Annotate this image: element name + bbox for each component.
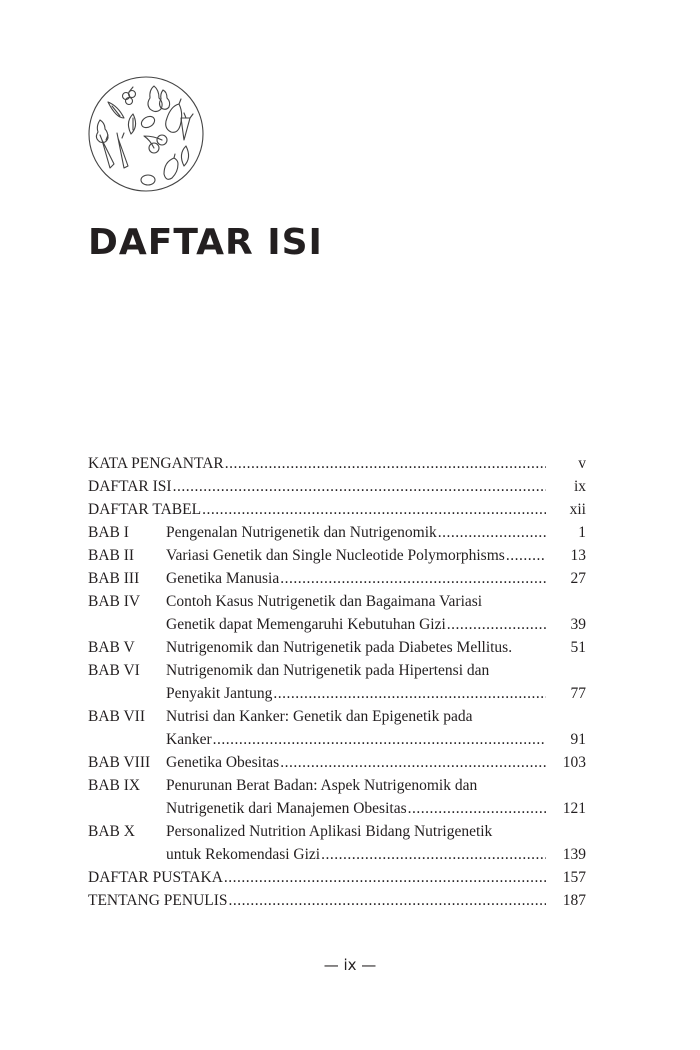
chapter-title-line-1: Personalized Nutrition Aplikasi Bidang Nutrigenetik bbox=[166, 823, 493, 840]
chapter-number: BAB IX bbox=[88, 777, 141, 794]
leader-dots bbox=[229, 889, 546, 912]
toc-entry-daftar-pustaka[interactable] bbox=[88, 866, 586, 889]
chapter-title-line-2: Genetik dapat Memengaruhi Kebutuhan Gizi bbox=[166, 616, 446, 633]
toc-entry-bab-10[interactable] bbox=[88, 820, 586, 866]
leader-dots bbox=[225, 452, 546, 475]
chapter-title-line-1: Nutrigenomik dan Nutrigenetik pada Hipertensi dan bbox=[166, 662, 490, 679]
leader-dots bbox=[408, 797, 546, 820]
chapter-number: BAB I bbox=[88, 524, 129, 541]
chapter-title: Genetika Manusia bbox=[166, 570, 280, 587]
toc-entry-kata-pengantar[interactable] bbox=[88, 452, 586, 475]
leader-dots bbox=[447, 613, 546, 636]
toc-entry-daftar-tabel[interactable] bbox=[88, 498, 586, 521]
toc-page-number: 187 bbox=[562, 892, 586, 909]
chapter-title-line-2: Penyakit Jantung bbox=[166, 685, 273, 702]
toc-page-number: 157 bbox=[562, 869, 586, 886]
chapter-number: BAB IV bbox=[88, 593, 141, 610]
chapter-title-line-1: Contoh Kasus Nutrigenetik dan Bagaimana Variasi bbox=[166, 593, 483, 610]
toc-entry-bab-1[interactable] bbox=[88, 521, 586, 544]
chapter-title-line-2: untuk Rekomendasi Gizi bbox=[166, 846, 321, 863]
toc-entry-tentang-penulis[interactable] bbox=[88, 889, 586, 912]
toc-page-number: 13 bbox=[570, 547, 586, 564]
leader-dots bbox=[224, 866, 546, 889]
leader-dots bbox=[273, 682, 546, 705]
toc-entry-bab-9[interactable] bbox=[88, 774, 586, 820]
chapter-title: Pengenalan Nutrigenetik dan Nutrigenomik bbox=[166, 524, 437, 541]
chapter-number: BAB V bbox=[88, 639, 135, 656]
toc-page-number: 51 bbox=[570, 639, 586, 656]
toc-page-number: 103 bbox=[562, 754, 586, 771]
toc-entry-bab-5[interactable] bbox=[88, 636, 586, 659]
toc-page-number: 121 bbox=[562, 800, 586, 817]
chapter-number: BAB II bbox=[88, 547, 135, 564]
leader-dots bbox=[213, 728, 546, 751]
page-title: DAFTAR ISI bbox=[88, 222, 323, 263]
leader-dots bbox=[173, 475, 546, 498]
chapter-title-line-2: Nutrigenetik dari Manajemen Obesitas bbox=[166, 800, 407, 817]
toc-entry-bab-7[interactable] bbox=[88, 705, 586, 751]
toc-entry-label: DAFTAR TABEL bbox=[88, 501, 202, 518]
chapter-title-line-1: Nutrisi dan Kanker: Genetik dan Epigenetik pada bbox=[166, 708, 473, 725]
leader-dots bbox=[506, 544, 546, 567]
toc-page-number: 91 bbox=[570, 731, 586, 748]
chapter-number: BAB X bbox=[88, 823, 135, 840]
toc-entry-label: TENTANG PENULIS bbox=[88, 892, 228, 909]
toc-entry-bab-8[interactable] bbox=[88, 751, 586, 774]
toc-entry-label: DAFTAR PUSTAKA bbox=[88, 869, 223, 886]
chapter-number: BAB III bbox=[88, 570, 140, 587]
toc-page-number: 1 bbox=[578, 524, 586, 541]
toc-entry-label: DAFTAR ISI bbox=[88, 478, 172, 495]
toc-entry-bab-2[interactable] bbox=[88, 544, 586, 567]
toc-page-number: 77 bbox=[570, 685, 586, 702]
vegetables-fruits-circle-icon bbox=[86, 74, 206, 194]
chapter-number: BAB VIII bbox=[88, 754, 151, 771]
leader-dots bbox=[321, 843, 546, 866]
chapter-number: BAB VI bbox=[88, 662, 140, 679]
leader-dots bbox=[202, 498, 546, 521]
toc-page-number: xii bbox=[569, 501, 586, 518]
chapter-number: BAB VII bbox=[88, 708, 145, 725]
chapter-title-line-1: Penurunan Berat Badan: Aspek Nutrigenomik dan bbox=[166, 777, 478, 794]
toc-page-number: v bbox=[578, 455, 586, 472]
toc-page-number: 39 bbox=[570, 616, 586, 633]
chapter-title: Genetika Obesitas bbox=[166, 754, 280, 771]
table-of-contents bbox=[88, 452, 586, 912]
leader-dots bbox=[280, 567, 546, 590]
toc-entry-bab-6[interactable] bbox=[88, 659, 586, 705]
leader-dots bbox=[438, 521, 546, 544]
toc-entry-label: KATA PENGANTAR bbox=[88, 455, 224, 472]
leader-dots bbox=[280, 751, 546, 774]
toc-page-number: 139 bbox=[562, 846, 586, 863]
page-number-footer: — ix — bbox=[323, 956, 377, 974]
toc-page-number: 27 bbox=[570, 570, 586, 587]
toc-entry-bab-3[interactable] bbox=[88, 567, 586, 590]
toc-page-number: ix bbox=[573, 478, 586, 495]
chapter-title-line-2: Kanker bbox=[166, 731, 212, 748]
toc-entry-daftar-isi[interactable] bbox=[88, 475, 586, 498]
chapter-title: Variasi Genetik dan Single Nucleotide Polymorphisms bbox=[166, 547, 505, 564]
toc-entry-bab-4[interactable] bbox=[88, 590, 586, 636]
chapter-title: Nutrigenomik dan Nutrigenetik pada Diabetes Mellitus. bbox=[166, 639, 513, 656]
